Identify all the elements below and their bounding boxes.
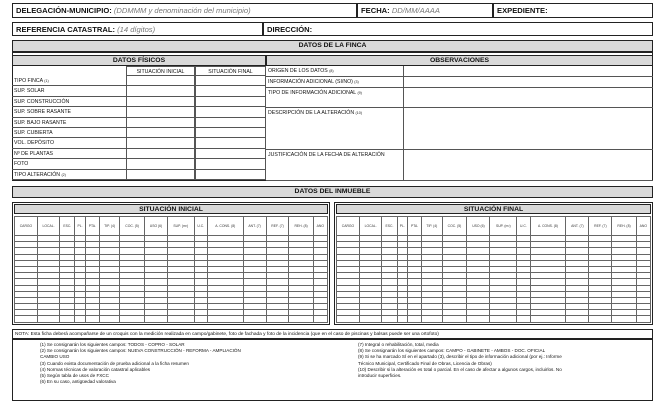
finca-section-title: DATOS DE LA FINCA bbox=[12, 40, 653, 52]
fisico-final-cell[interactable] bbox=[195, 118, 266, 128]
fisico-inicial-cell[interactable] bbox=[126, 128, 195, 138]
inmueble-final-table[interactable] bbox=[336, 216, 651, 323]
fisico-label-text: SUP. CUBIERTA bbox=[14, 130, 53, 136]
fisico-label-text: TIPO FINCA bbox=[14, 78, 43, 84]
grid-column-header: USO (6) bbox=[467, 217, 490, 236]
expediente-field[interactable] bbox=[493, 3, 653, 18]
grid-column-header: ANT. (7) bbox=[243, 217, 266, 236]
fisico-final-cell[interactable] bbox=[195, 76, 266, 86]
fisico-label-text: SUP. BAJO RASANTE bbox=[14, 119, 67, 126]
grid-cell[interactable] bbox=[37, 316, 59, 322]
fisico-label-text: TIPO ALTERACIÓN bbox=[14, 171, 61, 178]
fisico-final-cell[interactable] bbox=[195, 86, 266, 96]
delegacion-field[interactable] bbox=[12, 3, 357, 18]
grid-cell[interactable] bbox=[337, 316, 360, 322]
grid-column-header: U.C. bbox=[517, 217, 530, 236]
grid-column-header: A. CONS. (8) bbox=[530, 217, 566, 236]
observacion-label: TIPO DE INFORMACIÓN ADICIONAL bbox=[268, 90, 357, 96]
footnote-ref: (1) bbox=[44, 79, 49, 83]
grid-cell[interactable] bbox=[60, 316, 75, 322]
footnote-ref: (2) bbox=[61, 172, 66, 177]
fecha-field[interactable] bbox=[357, 3, 493, 18]
observacion-label-cell bbox=[268, 108, 404, 150]
grid-cell[interactable] bbox=[397, 316, 407, 322]
grid-column-header: REF. (7) bbox=[266, 217, 289, 236]
observacion-label-cell bbox=[268, 88, 404, 108]
grid-cell[interactable] bbox=[85, 316, 99, 322]
grid-column-header: ESC. bbox=[60, 217, 75, 236]
observacion-label: DESCRIPCIÓN DE LA ALTERACIÓN bbox=[268, 110, 355, 116]
footnote-line: (5) Según tabla de usos de FXCC bbox=[40, 373, 109, 379]
observacion-item[interactable] bbox=[266, 88, 653, 108]
footnote-line: (3) Cuando exista documentación de prueba adicional a la ficha resumen bbox=[40, 360, 189, 366]
grid-cell[interactable] bbox=[467, 316, 490, 322]
grid-column-header: ANO bbox=[313, 217, 327, 236]
footnote-ref: (10) bbox=[355, 111, 362, 115]
grid-cell[interactable] bbox=[15, 316, 38, 322]
fecha-hint: DD/MM/AAAA bbox=[391, 6, 440, 15]
inmueble-inicial-table[interactable] bbox=[14, 216, 328, 323]
observacion-item[interactable] bbox=[266, 77, 653, 88]
grid-cell[interactable] bbox=[75, 316, 85, 322]
grid-column-header: PTA. bbox=[408, 217, 422, 236]
fisico-inicial-cell[interactable] bbox=[126, 86, 195, 96]
grid-column-header: ANO bbox=[636, 217, 650, 236]
fisico-final-cell[interactable] bbox=[195, 149, 266, 159]
grid-column-header: USO (6) bbox=[145, 217, 168, 236]
grid-column-header: A. CONS. (8) bbox=[207, 217, 243, 236]
grid-column-header: COC. (5) bbox=[442, 217, 467, 236]
fisico-row-label bbox=[12, 97, 126, 107]
fisico-inicial-cell[interactable] bbox=[126, 76, 195, 86]
grid-column-header: ANT. (7) bbox=[566, 217, 589, 236]
nota-text: NOTA: Esta ficha deberá acompañarse de un croquis con la medición realizada en campo/gabinete, foto de fachada y foto de la incidencia (que en el caso de piscinas y balsas puede ser una ortofoto) bbox=[12, 329, 653, 339]
grid-column-header: SUP. (m²) bbox=[490, 217, 517, 236]
observacion-label: JUSTIFICACIÓN DE LA FECHA DE ALTERACIÓN bbox=[268, 152, 385, 158]
fisico-row-label bbox=[12, 159, 126, 169]
footnote-line: (10) Describir si la alteración es total o parcial. En el caso de afectar a algunos cargos, incluirlos. No bbox=[358, 366, 562, 372]
grid-cell[interactable] bbox=[194, 316, 207, 322]
grid-header-row bbox=[15, 217, 328, 236]
grid-cell[interactable] bbox=[359, 316, 381, 322]
fisico-row-label bbox=[12, 118, 126, 128]
footnote-line: Técnico Municipal, Certificado Final de Obras, Licencia de Obras) bbox=[358, 360, 492, 366]
footnote-line: (7) Integral o rehabilitación, total, media bbox=[358, 342, 439, 347]
fisico-inicial-cell[interactable] bbox=[126, 107, 195, 117]
grid-cell[interactable] bbox=[636, 316, 650, 322]
fisico-final-cell[interactable] bbox=[195, 138, 266, 148]
fisico-inicial-cell[interactable] bbox=[126, 97, 195, 107]
expediente-label: EXPEDIENTE: bbox=[497, 6, 548, 15]
fisico-label-text: FOTO bbox=[14, 161, 29, 168]
grid-column-header: CARGO bbox=[337, 217, 360, 236]
grid-cell[interactable] bbox=[207, 316, 243, 322]
grid-cell[interactable] bbox=[566, 316, 589, 322]
fisico-row-label bbox=[12, 170, 126, 180]
grid-column-header: LOCAL. bbox=[37, 217, 59, 236]
fisico-final-cell[interactable] bbox=[195, 170, 266, 180]
footnote-line: (9) Si se ha marcado SÍ en el apartado (3), describir el tipo de información adicional (por ej.: Informe bbox=[358, 354, 562, 360]
observacion-label-cell bbox=[268, 77, 404, 88]
footnote-ref: (8) bbox=[329, 69, 334, 73]
footnote-line: (6) En su caso, antigüedad valorativa bbox=[40, 379, 116, 385]
grid-column-header: COC. (5) bbox=[120, 217, 145, 236]
fisico-inicial-cell[interactable] bbox=[126, 138, 195, 148]
grid-column-header: REH. (8) bbox=[289, 217, 313, 236]
grid-column-header: REF. (7) bbox=[589, 217, 612, 236]
grid-column-header: PL. bbox=[397, 217, 407, 236]
grid-cell[interactable] bbox=[289, 316, 313, 322]
footnote-line: introducir superficies. bbox=[358, 373, 402, 379]
grid-cell[interactable] bbox=[422, 316, 442, 322]
col-situacion-inicial: SITUACIÓN INICIAL bbox=[126, 66, 195, 76]
fisico-row-label bbox=[12, 149, 126, 159]
referencia-label: REFERENCIA CATASTRAL: bbox=[16, 25, 115, 34]
fisico-inicial-cell[interactable] bbox=[126, 170, 195, 180]
footnotes-left bbox=[40, 342, 340, 385]
fisico-label-text: SUP. SOBRE RASANTE bbox=[14, 109, 71, 116]
fisico-final-cell[interactable] bbox=[195, 159, 266, 169]
fisico-row-label bbox=[12, 128, 126, 138]
footnote-ref: (9) bbox=[357, 91, 362, 95]
footnotes-right bbox=[358, 342, 648, 379]
col-situacion-final: SITUACIÓN FINAL bbox=[195, 66, 266, 76]
grid-cell[interactable] bbox=[382, 316, 397, 322]
grid-column-header: PL. bbox=[75, 217, 85, 236]
fisico-inicial-cell[interactable] bbox=[126, 149, 195, 159]
grid-cell[interactable] bbox=[145, 316, 168, 322]
datos-fisicos-title: DATOS FÍSICOS bbox=[12, 55, 266, 66]
grid-column-header: SUP. (m²) bbox=[167, 217, 194, 236]
referencia-hint: (14 dígitos) bbox=[117, 25, 156, 34]
grid-cell[interactable] bbox=[99, 316, 119, 322]
fisico-row-label bbox=[12, 76, 126, 86]
fisico-inicial-cell[interactable] bbox=[126, 159, 195, 169]
grid-column-header: PTA. bbox=[85, 217, 99, 236]
footnote-line: (4) Normas técnicas de valoración catastral aplicables bbox=[40, 366, 151, 372]
footnote-line: (8) Se consignarán los siguientes campos: CAMPO - GABINETE - AMBOS - DOC. OFICIAL bbox=[358, 348, 546, 354]
grid-column-header: TIP. (4) bbox=[99, 217, 119, 236]
delegacion-label: DELEGACIÓN-MUNICIPIO: bbox=[16, 6, 112, 15]
grid-column-header: TIP. (4) bbox=[422, 217, 442, 236]
table-row bbox=[337, 316, 651, 322]
fisico-final-cell[interactable] bbox=[195, 128, 266, 138]
grid-cell[interactable] bbox=[589, 316, 612, 322]
grid-column-header: ESC. bbox=[382, 217, 397, 236]
grid-header-row bbox=[337, 217, 651, 236]
observacion-label-cell bbox=[268, 66, 404, 77]
inmueble-final-title: SITUACIÓN FINAL bbox=[336, 204, 651, 214]
direccion-field[interactable] bbox=[263, 22, 653, 36]
grid-cell[interactable] bbox=[167, 316, 194, 322]
footnote-line: (1) Se consignarán los siguientes campos: TODOS - COPRO - SOLAR bbox=[40, 342, 185, 347]
fisico-row-label bbox=[12, 107, 126, 117]
footnote-line: CAMBIO USO bbox=[40, 354, 70, 360]
grid-cell[interactable] bbox=[243, 316, 266, 322]
fisico-inicial-cell[interactable] bbox=[126, 118, 195, 128]
grid-cell[interactable] bbox=[530, 316, 566, 322]
observacion-label: INFORMACIÓN ADICIONAL (SI/NO) bbox=[268, 79, 353, 85]
inmueble-section-title: DATOS DEL INMUEBLE bbox=[12, 186, 653, 198]
fisico-final-cell[interactable] bbox=[195, 107, 266, 117]
observacion-item[interactable] bbox=[266, 108, 653, 150]
observacion-item[interactable] bbox=[266, 150, 653, 181]
fisico-label-text: Nº DE PLANTAS bbox=[14, 150, 53, 157]
grid-cell[interactable] bbox=[120, 316, 145, 322]
fisico-label-text: VOL. DEPÓSITO bbox=[14, 140, 54, 147]
observacion-label: ORIGEN DE LOS DATOS bbox=[268, 68, 328, 74]
grid-column-header: U.C. bbox=[194, 217, 207, 236]
referencia-field[interactable] bbox=[12, 22, 263, 36]
fisico-label-text: SUP. CONSTRUCCIÓN bbox=[14, 98, 70, 105]
fisico-row-label bbox=[12, 138, 126, 148]
grid-cell[interactable] bbox=[442, 316, 467, 322]
inmueble-inicial-title: SITUACIÓN INICIAL bbox=[14, 204, 328, 214]
grid-cell[interactable] bbox=[612, 316, 636, 322]
grid-column-header: REH. (8) bbox=[612, 217, 636, 236]
footnote-line: (2) Se consignarán los siguientes campos: NUEVA CONSTRUCCIÓN - REFORMA - AMPLIACIÓN bbox=[40, 348, 241, 354]
delegacion-hint: (DDMMM y denominación del municipio) bbox=[113, 6, 251, 15]
fisico-final-cell[interactable] bbox=[195, 97, 266, 107]
fisico-row-label bbox=[12, 86, 126, 96]
direccion-label: DIRECCIÓN: bbox=[267, 25, 313, 34]
observacion-item[interactable] bbox=[266, 66, 653, 77]
table-row bbox=[15, 316, 328, 322]
footnote-ref: (3) bbox=[354, 80, 359, 84]
observacion-label-cell bbox=[268, 150, 404, 181]
grid-cell[interactable] bbox=[490, 316, 517, 322]
grid-column-header: CARGO bbox=[15, 217, 38, 236]
fisico-label-text: SUP. SOLAR bbox=[14, 88, 45, 95]
grid-cell[interactable] bbox=[266, 316, 289, 322]
fecha-label: FECHA: bbox=[361, 6, 390, 15]
grid-cell[interactable] bbox=[313, 316, 327, 322]
observaciones-title: OBSERVACIONES bbox=[266, 55, 653, 66]
grid-column-header: LOCAL. bbox=[359, 217, 381, 236]
grid-cell[interactable] bbox=[408, 316, 422, 322]
grid-cell[interactable] bbox=[517, 316, 530, 322]
